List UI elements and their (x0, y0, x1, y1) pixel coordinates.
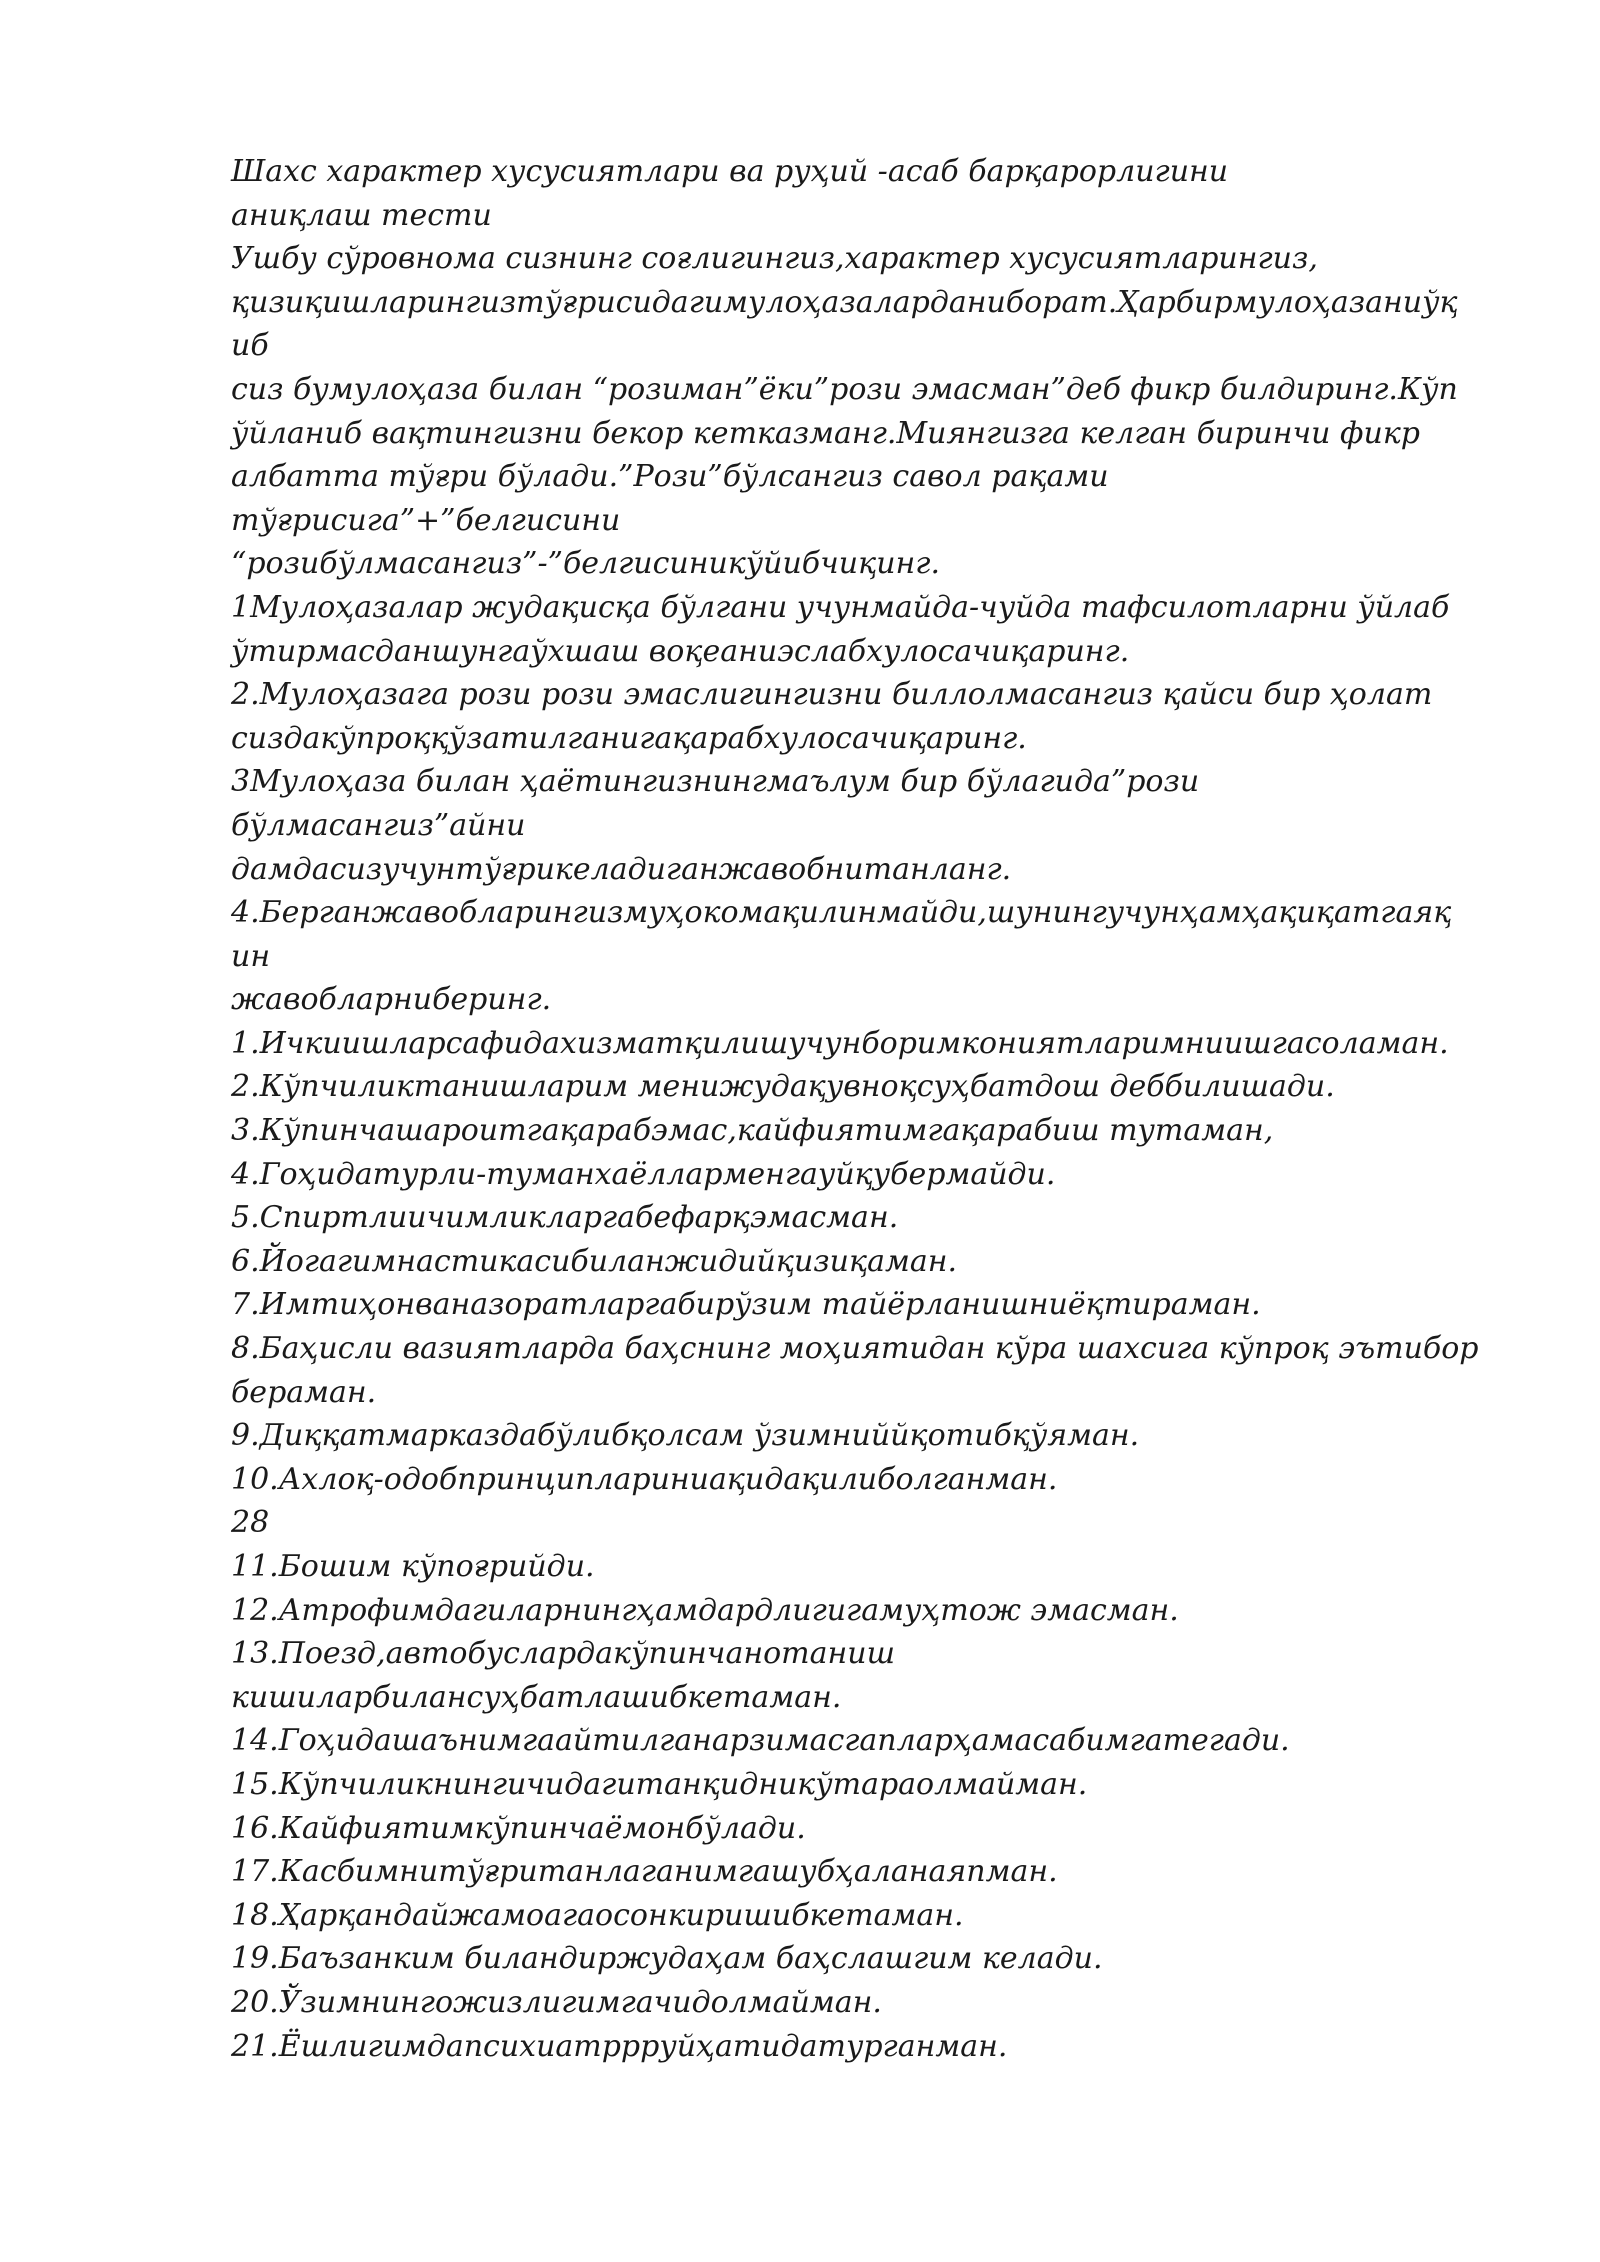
question-item: 13.Поезд,автобуслардакўпинчанотаниш (231, 1636, 895, 1672)
question-item: кишиларбилансуҳбатлашибкетаман. (231, 1679, 842, 1715)
question-item: 19.Баъзанким биландиржудаҳам баҳслашгим келади. (231, 1941, 1103, 1977)
intro-line: “розибўлмасангиз”-”белгисиникўйибчиқинг. (231, 546, 940, 582)
intro-line: Ушбу сўровнома сизнинг соғлигингиз,характер хусусиятларингиз, (231, 241, 1318, 277)
question-item: 11.Бошим кўпоғрийди. (231, 1549, 595, 1584)
question-item: 2.Кўпчиликтанишларим менижудақувноқсуҳбатдош деббилишади. (231, 1069, 1335, 1105)
title-line-2: аниқлаш тести (231, 197, 492, 233)
question-item: 6.Йогагимнастикасибиланжидийқизиқаман. (231, 1243, 958, 1279)
title-line-1: Шахс характер хусусиятлари ва руҳий -асаб барқарорлигини (231, 154, 1229, 189)
instruction-line: 1Мулоҳазалар жудақисқа бўлгани учунмайда-чуйда тафсилотларни ўйлаб (231, 589, 1450, 625)
question-item: 4.Гоҳидатурли-туманхаёлларменгауйқубермайди. (231, 1156, 1056, 1192)
question-item: 17.Касбимнитўғританлаганимгашубҳаланаяпман. (231, 1854, 1058, 1890)
intro-line: иб (231, 328, 269, 364)
intro-line: қизиқишларингизтўғрисидагимулоҳазаларданиборат.Ҳарбирмулоҳазаниўқ (231, 284, 1458, 320)
question-item: 16.Кайфиятимкўпинчаёмонбўлади. (231, 1810, 806, 1846)
instruction-line: жавобларниберинг. (231, 982, 552, 1018)
question-item: 20.Ўзимнингожизлигимгачидолмайман. (231, 1984, 882, 2020)
document-page (231, 150, 1531, 2068)
question-item: 1.Ичкиишларсафидахизматқилишучунборимкониятларимниишгасоламан. (231, 1025, 1449, 1061)
instruction-line: 3Мулоҳаза билан ҳаётингизнингмаълум бир бўлагида”рози (231, 764, 1200, 800)
instruction-line: дамдасизучунтўғрикеладиганжавобнитанланг. (231, 851, 1012, 887)
question-item: 10.Ахлоқ-одобпринциплариниақидақилиболганман. (231, 1461, 1058, 1497)
page-number: 28 (231, 1505, 270, 1541)
question-item: 3.Кўпинчашароитгақарабэмас,кайфиятимгақарабиш тутаман, (231, 1113, 1274, 1149)
intro-line: сиз бумулоҳаза билан “розиман”ёки”рози эмасман”деб фикр билдиринг.Кўп (231, 371, 1458, 407)
question-item: 21.Ёшлигимдапсихиатррруйҳатидатурганман. (231, 2028, 1008, 2064)
question-item: 9.Диққатмарказдабўлибқолсам ўзимниййқотибқўяман. (231, 1418, 1140, 1454)
intro-line: ўйланиб вақтингизни бекор кетказманг.Миянгизга келган биринчи фикр (231, 415, 1420, 451)
instruction-line: сиздакўпроққўзатилганигақарабхулосачиқаринг. (231, 720, 1027, 756)
instruction-line: ин (231, 938, 271, 974)
question-item: 8.Баҳисли вазиятларда баҳснинг моҳиятидан кўра шахсига кўпроқ эътибор (231, 1331, 1479, 1367)
question-item: 7.Имтиҳонваназоратларгабирўзим тайёрланишниёқтираман. (231, 1287, 1261, 1323)
question-item: бераман. (231, 1374, 377, 1410)
question-item: 12.Атрофимдагиларнингҳамдардлигигамуҳтож эмасман. (231, 1592, 1179, 1628)
instruction-line: бўлмасангиз”айни (231, 807, 526, 843)
instruction-line: ўтирмасданшунгаўхшаш воқеаниэслабхулосачиқаринг. (231, 633, 1130, 669)
intro-line: албатта тўғри бўлади.”Рози”бўлсангиз савол рақами (231, 459, 1109, 495)
instruction-line: 4.Берганжавобларингизмуҳокомақилинмайди,шунингучунҳамҳақиқатгаяқ (231, 895, 1452, 931)
question-item: 15.Кўпчиликнингичидагитанқидникўтараолмайман. (231, 1766, 1088, 1802)
question-item: 5.Спиртлиичимликларгабефарқэмасман. (231, 1200, 899, 1236)
question-item: 18.Ҳарқандайжамоагаосонкиришибкетаман. (231, 1897, 964, 1933)
intro-line: тўғрисига”+”белгисини (231, 502, 621, 538)
instruction-line: 2.Мулоҳазага рози рози эмаслигингизни биллолмасангиз қайси бир ҳолат (231, 677, 1433, 713)
question-item: 14.Гоҳидашаънимгаайтилганарзимасгапларҳамасабимгатегади. (231, 1723, 1290, 1759)
